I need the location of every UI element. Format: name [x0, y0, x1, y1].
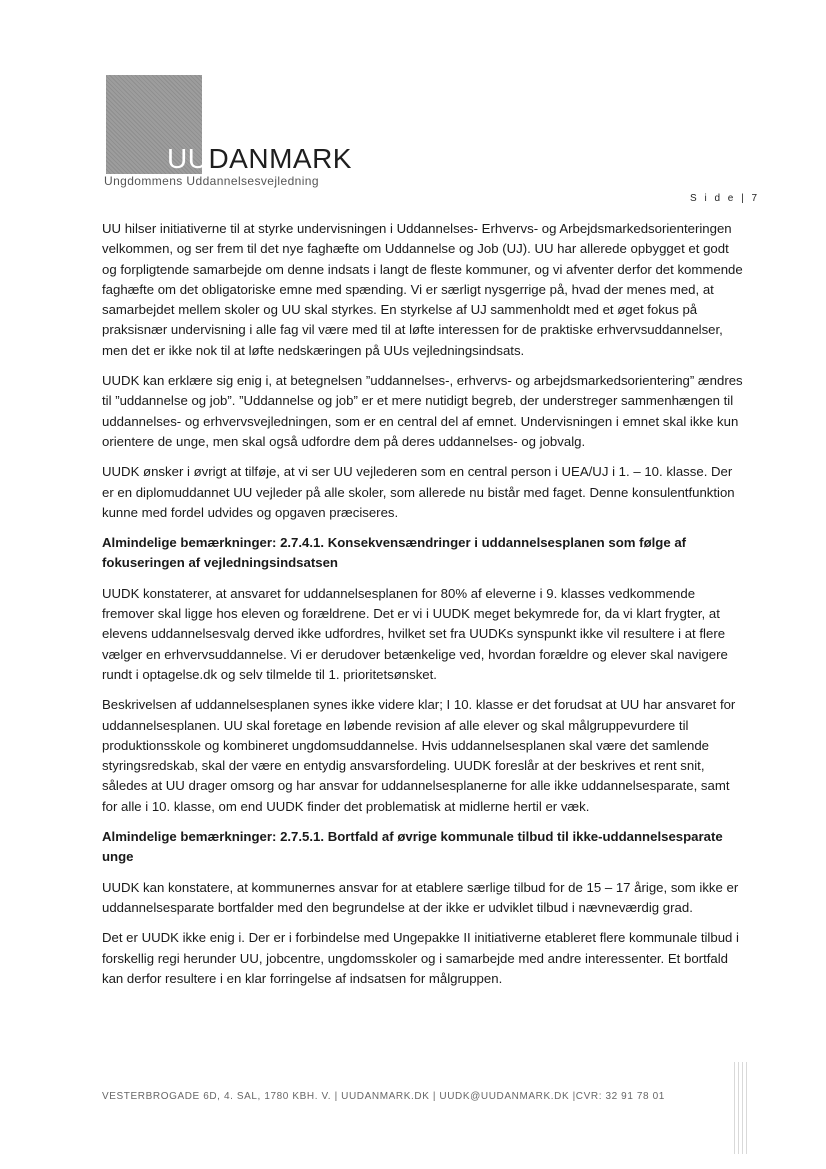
page-footer: VESTERBROGADE 6D, 4. SAL, 1780 KBH. V. | UUDANMARK.DK | UUDK@UUDANMARK.DK |CVR: 32 91 78 01 — [102, 1091, 665, 1102]
paragraph: Det er UUDK ikke enig i. Der er i forbindelse med Ungepakke II initiativerne etableret flere kommunale tilbud i forskellig regi herunder UU, jobcentre, ungdomsskoler og i samarbejde med andre interessenter. Et bortfald kan derfor resultere i en klar forringelse af indsatsen for målgruppen. — [102, 930, 739, 986]
document-body — [102, 219, 747, 999]
paragraph: UUDK kan konstatere, at kommunernes ansvar for at etablere særlige tilbud for de 15 – 17 årige, som ikke er uddannelsesparate bortfalder med den begrundelse at der ikke er udviklet tilbud i nævneværdig grad. — [102, 879, 739, 915]
section-heading: Almindelige bemærkninger: 2.7.5.1. Bortfald af øvrige kommunale tilbud til ikke-uddannelsesparate unge — [102, 829, 723, 865]
logo-tagline: Ungdommens Uddannelsesvejledning — [104, 174, 319, 188]
paragraph: UUDK kan erklære sig enig i, at betegnelsen ”uddannelses-, erhvervs- og arbejdsmarkedsorientering” ændres til ”uddannelse og job”. ”Uddannelse og job” er et mere nutidigt begreb, der understreger sammenhængen til uddannelses- og erhvervsvejledningen, som er en central del af emnet. Undervisningen i emnet skal ikke kun orientere de unge, men skal også udfordre dem på deres uddannelses- og jobvalg. — [102, 373, 743, 449]
paragraph: Beskrivelsen af uddannelsesplanen synes ikke videre klar; I 10. klasse er det forudsat at UU har ansvaret for uddannelsesplanen. UU skal foretage en løbende revision af alle elever og skal målgruppevurdere til produktionsskole og kombineret ungdomsuddannelse. Hvis uddannelsesplanen skal være det samlende styringsredskab, skal der være en entydig ansvarsfordeling. UUDK foreslår at der beskrives et rent snit, således at UU drager omsorg og har ansvar for uddannelsesplanerne for alle ikke uddannelsesparate, samt for alle i 10. klasse, om end UUDK finder det problematisk at midlerne hertil er væk. — [102, 697, 736, 814]
logo-name: DANMARK — [208, 143, 352, 174]
logo-wordmark — [167, 144, 352, 174]
paragraph: UU hilser initiativerne til at styrke undervisningen i Uddannelses- Erhvervs- og Arbejdsmarkedsorienteringen velkommen, og ser frem til det nye faghæfte om Uddannelse og Job (UJ). UU har allerede opbygget et godt og forpligtende samarbejde om denne indsats i langt de fleste kommuner, og vi afventer derfor det kommende faghæfte om det obligatoriske emne med spænding. Vi er særligt nysgerrige på, hvad der menes med, at samarbejdet mellem skoler og UU skal styrkes. En styrkelse af UJ sammenholdt med et øget fokus på praksisnær undervisning i alle fag vil være med til at løfte interessen for de praktiske erhvervsuddannelser, men det er ikke nok til at løfte nedskæringen på UUs vejledningsindsats. — [102, 221, 743, 358]
paragraph: UUDK ønsker i øvrigt at tilføje, at vi ser UU vejlederen som en central person i UEA/UJ i 1. – 10. klasse. Der er en diplomuddannet UU vejleder på alle skoler, som allerede nu bistår med faget. Denne konsulentfunktion kunne med fordel udvides og opgaven præciseres. — [102, 464, 735, 520]
section-heading: Almindelige bemærkninger: 2.7.4.1. Konsekvensændringer i uddannelsesplanen som følge af fokuseringen af vejledningsindsatsen — [102, 535, 687, 571]
page-number: S i d e | 7 — [690, 193, 760, 204]
scan-artifact — [734, 1062, 748, 1154]
paragraph: UUDK konstaterer, at ansvaret for uddannelsesplanen for 80% af eleverne i 9. klasses vedkommende fremover skal ligge hos eleven og forældrene. Det er vi i UUDK meget bekymrede for, da vi klart frygter, at elevens uddannelsesvalg derved ikke udfordres, hvilket set fra UUDKs synspunkt ikke vil resultere i at flere vælger en erhvervsuddannelse. Vi er derudover betænkelige ved, hvordan forældre og elever skal navigere rundt i optagelse.dk og selv tilmelde til 1. prioritetsønsket. — [102, 585, 728, 682]
logo-uu: UU — [167, 143, 209, 174]
